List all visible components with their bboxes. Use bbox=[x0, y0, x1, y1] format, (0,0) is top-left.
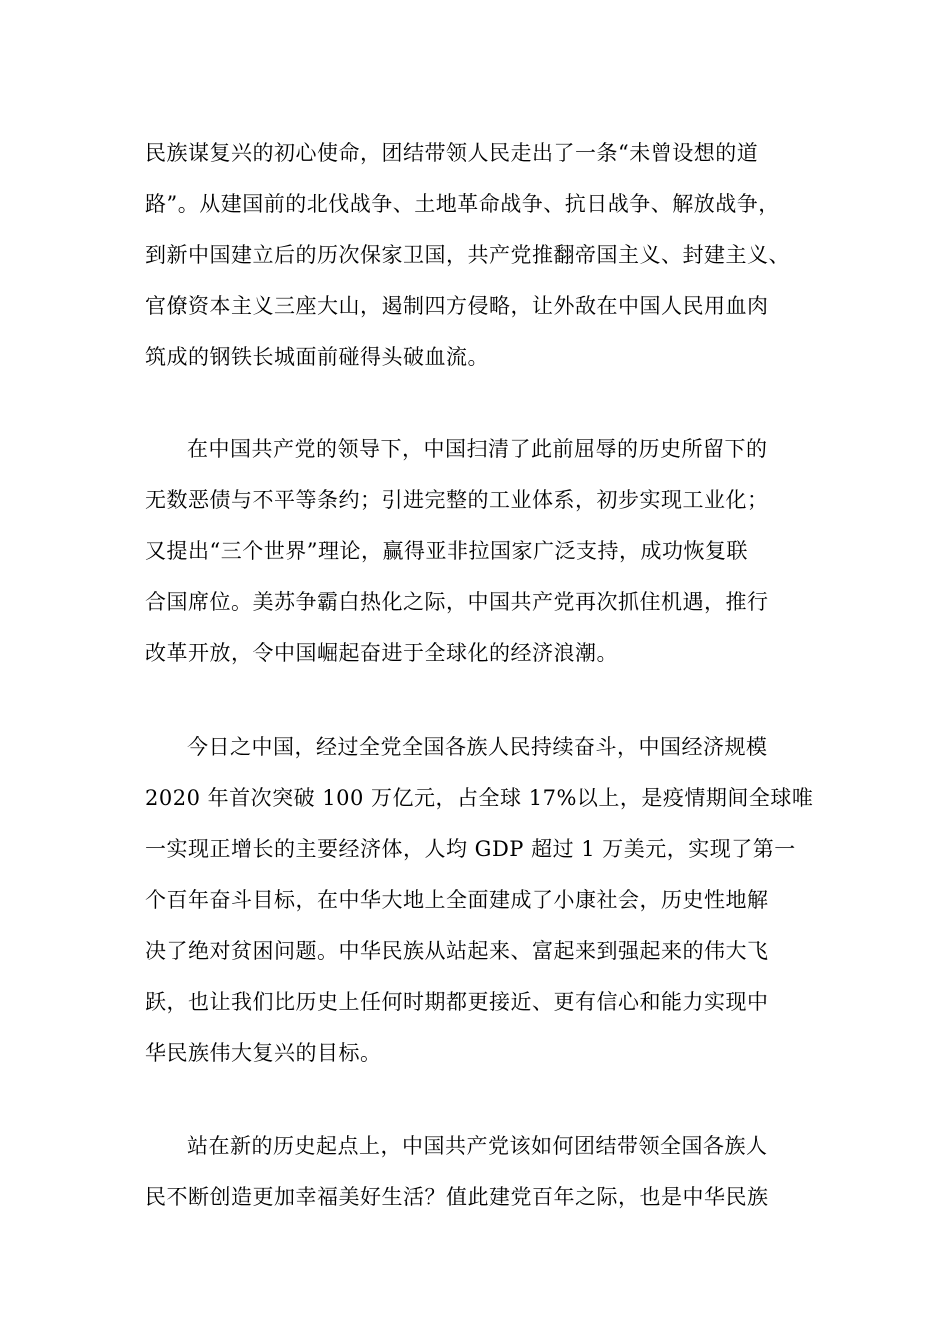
text-line: 个百年奋斗目标，在中华大地上全面建成了小康社会，历史性地解 bbox=[145, 888, 769, 912]
paragraph-1 bbox=[145, 128, 810, 383]
text-line: 在中国共产党的领导下，中国扫清了此前屈辱的历史所留下的 bbox=[187, 437, 768, 461]
text-line: 今日之中国，经过全党全国各族人民持续奋斗，中国经济规模 bbox=[187, 735, 768, 759]
text-line: 筑成的钢铁长城面前碰得头破血流。 bbox=[145, 345, 489, 369]
text-line: 华民族伟大复兴的目标。 bbox=[145, 1041, 382, 1065]
text-line: 站在新的历史起点上，中国共产党该如何团结带领全国各族人 bbox=[187, 1134, 768, 1158]
text-line: 无数恶债与不平等条约；引进完整的工业体系，初步实现工业化； bbox=[145, 488, 769, 512]
text-line: 路”。从建国前的北伐战争、土地革命战争、抗日战争、解放战争， bbox=[145, 192, 780, 216]
text-line: 官僚资本主义三座大山，遏制四方侵略，让外敌在中国人民用血肉 bbox=[145, 294, 769, 318]
paragraph-3 bbox=[145, 722, 814, 1079]
paragraph-2 bbox=[145, 424, 810, 679]
text-line: 又提出“三个世界”理论，赢得亚非拉国家广泛支持，成功恢复联 bbox=[145, 539, 748, 563]
text-line: 决了绝对贫困问题。中华民族从站起来、富起来到强起来的伟大飞 bbox=[145, 939, 769, 963]
text-line: 到新中国建立后的历次保家卫国，共产党推翻帝国主义、封建主义、 bbox=[145, 243, 790, 267]
text-line: 民族谋复兴的初心使命，团结带领人民走出了一条“未曾设想的道 bbox=[145, 141, 759, 165]
text-line: 一实现正增长的主要经济体，人均 GDP 超过 1 万美元，实现了第一 bbox=[145, 837, 796, 861]
text-line: 改革开放，令中国崛起奋进于全球化的经济浪潮。 bbox=[145, 641, 618, 665]
text-line: 民不断创造更加幸福美好生活？值此建党百年之际，也是中华民族 bbox=[145, 1185, 769, 1209]
text-line: 跃，也让我们比历史上任何时期都更接近、更有信心和能力实现中 bbox=[145, 990, 769, 1014]
text-line: 2020 年首次突破 100 万亿元，占全球 17%以上，是疫情期间全球唯 bbox=[145, 786, 814, 810]
text-line: 合国席位。美苏争霸白热化之际，中国共产党再次抓住机遇，推行 bbox=[145, 590, 769, 614]
paragraph-4 bbox=[145, 1121, 810, 1223]
